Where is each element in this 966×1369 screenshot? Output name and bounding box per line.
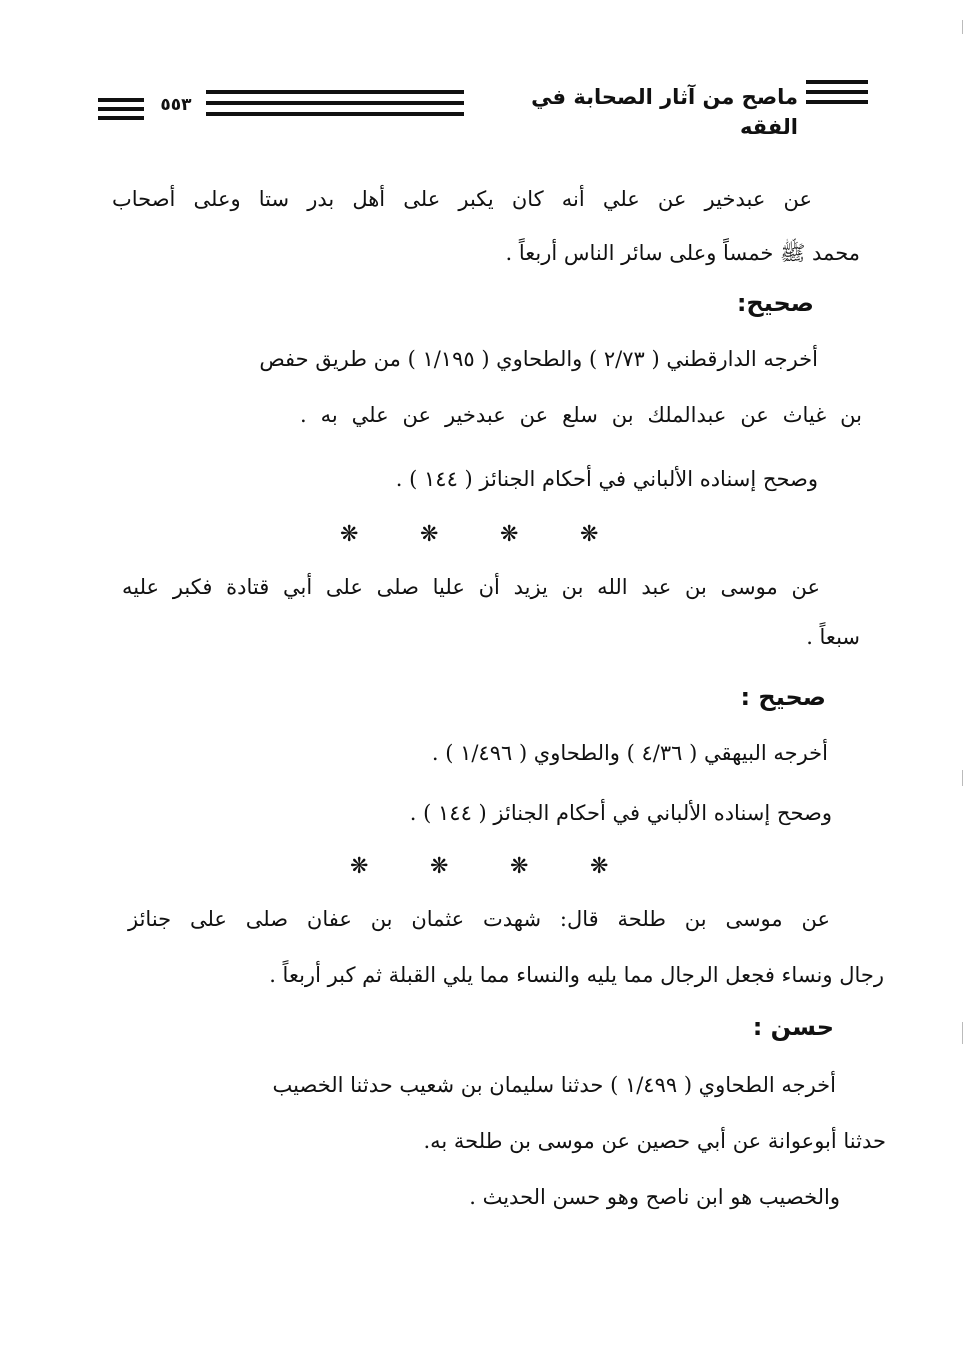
ornament-icon: ❋ — [350, 854, 369, 879]
header-rule-left — [98, 98, 144, 120]
running-title: ماصح من آثار الصحابة في الفقه — [531, 85, 798, 139]
source-line: وصحح إسناده الألباني في أحكام الجنائز ( ١٤٤ ) . — [409, 801, 832, 825]
ornament-icon: ❋ — [430, 854, 449, 879]
source-line: أخرجه البيهقي ( ٤/٣٦ ) والطحاوي ( ١/٤٩٦ ) . — [431, 741, 828, 765]
text-line: عن موسى بن عبد الله بن يزيد أن عليا صلى على أبي قتادة فكبر عليه — [122, 575, 820, 599]
text-line: عن عبدخير عن علي أنه كان يكبر على أهل بدر ستا وعلى أصحاب — [112, 187, 812, 211]
source-line: أخرجه الدارقطني ( ٢/٧٣ ) والطحاوي ( ١/١٩٥ ) من طريق حفص — [259, 347, 818, 371]
header-rule-middle — [206, 90, 464, 116]
source-line: بن غياث عن عبدالملك بن سلع عن عبدخير عن علي به . — [300, 403, 862, 427]
grade-heading: صحيح: — [736, 289, 814, 317]
section-separator — [350, 852, 620, 882]
ornament-icon: ❋ — [340, 522, 359, 547]
page-number: ٥٥٣ — [160, 95, 192, 115]
source-line: حدثنا أبوعوانة عن أبي حصين عن موسى بن طلحة به. — [423, 1129, 886, 1153]
text-line: عن موسى بن طلحة قال: شهدت عثمان بن عفان صلى على جنائز — [128, 907, 830, 931]
source-line: وصحح إسناده الألباني في أحكام الجنائز ( ١٤٤ ) . — [395, 467, 818, 491]
text-line: محمد ﷺ خمساً وعلى سائر الناس أربعاً . — [505, 241, 860, 265]
scan-edge-mark — [962, 770, 963, 786]
page-header — [98, 78, 868, 139]
section-separator — [340, 520, 610, 550]
ornament-icon: ❋ — [580, 522, 599, 547]
ornament-icon: ❋ — [510, 854, 529, 879]
scan-edge-mark — [962, 1022, 963, 1044]
grade-heading: صحيح : — [740, 683, 826, 711]
text-line: سبعاً . — [806, 625, 860, 649]
source-line: والخصيب هو ابن ناصح وهو حسن الحديث . — [469, 1185, 840, 1209]
source-line: أخرجه الطحاوي ( ١/٤٩٩ ) حدثنا سليمان بن شعيب حدثنا الخصيب — [272, 1073, 836, 1097]
scan-edge-mark — [962, 20, 963, 34]
ornament-icon: ❋ — [500, 522, 519, 547]
header-rule-right — [806, 80, 868, 104]
ornament-icon: ❋ — [590, 854, 609, 879]
grade-heading: حسن : — [752, 1013, 834, 1041]
text-line: رجال ونساء فجعل الرجال مما يليه والنساء مما يلي القبلة ثم كبر أربعاً . — [269, 963, 884, 987]
ornament-icon: ❋ — [420, 522, 439, 547]
